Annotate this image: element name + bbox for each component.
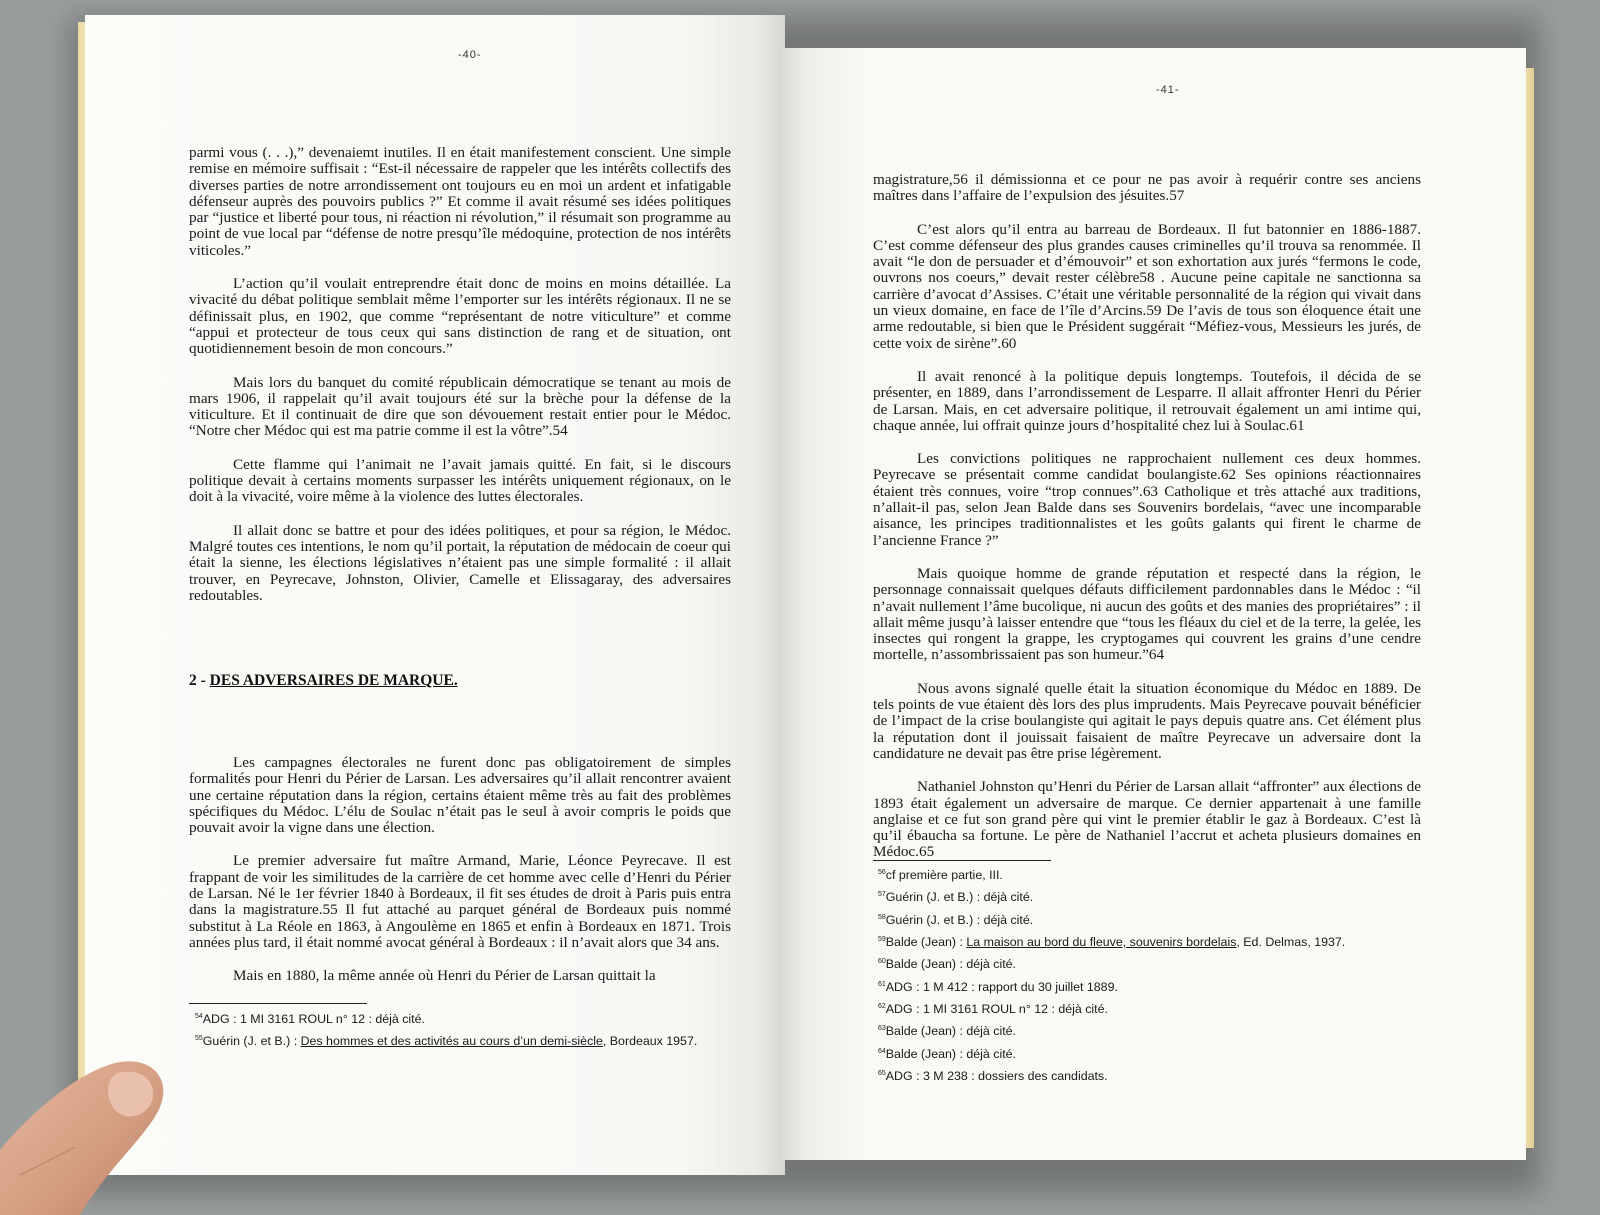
- paragraph: magistrature,56 il démissionna et ce pour ne pas avoir à requérir contre ses anciens maîtres dans l’affaire de l’expulsion des jésuites.57: [873, 171, 1421, 205]
- footnote: $^{63}$Balde (Jean) : déjà cité.: [878, 1024, 1016, 1039]
- left-footnotes: [195, 1007, 755, 1052]
- footnote: $^{65}$ADG : 3 M 238 : dossiers des candidats.: [878, 1069, 1108, 1084]
- footnote: $^{60}$Balde (Jean) : déjà cité.: [878, 957, 1016, 972]
- footnote: $^{54}$ADG : 1 MI 3161 ROUL n° 12 : déjà cité.: [195, 1012, 425, 1027]
- left-body-top: [189, 145, 731, 604]
- paragraph: Cette flamme qui l’animait ne l’avait jamais quitté. En fait, si le discours politique devait à certains moments surpasser les intérêts uniquement régionaux, on le doit à la vivacité, voire même à la violence des luttes électorales.: [189, 455, 731, 506]
- paragraph: parmi vous (. . .),” devenaiemt inutiles. Il en était manifestement conscient. Une simple remise en mémoire suffisait : “Est-il nécessaire de rappeler que les intérêts collectifs des diverses parties de notre arrondissement ont toujours eu en moi un ardent et infatigable défenseur auprès des pouvoirs publics ?” Et comme il avait résumé ses idées politiques par “justice et liberté pour tous, ni réaction ni révolution,” il résumait son programme au point de vue local par “défense de notre presqu’île médoquine, protection de nos intérêts viticoles.”: [189, 144, 731, 259]
- paragraph: Mais quoique homme de grande réputation et respecté dans la région, le personnage connaissait quelques défauts difficilement pardonnables dans le Médoc : “il n’avait nullement l’âme bucolique, ni aucun des goûts et des manies des propriétaires” : il allait même jusqu’à laisser entendre que “tous les fléaux du ciel et de la terre, la gelée, les insectes qui rongent la grappe, les cryptogames qui couvrent les grains d’une cendre mortelle, n’assombrissaient pas son humeur.”64: [873, 564, 1421, 664]
- paragraph: L’action qu’il voulait entreprendre était donc de moins en moins détaillée. La vivacité du débat politique semblait même l’emporter sur les intérêts régionaux. Il ne se définissait plus, en 1902, que comme “représentant de notre viticulture” et comme “appui et protecteur de tous ceux qui sans distinction de rang et de situation, ont quotidiennement besoin de mon concours.”: [189, 275, 731, 358]
- footnote: $^{55}$Guérin (J. et B.) : Des hommes et des activités au cours d’un demi-siècle, Bordeaux 1957.: [195, 1034, 698, 1049]
- finger-image: [0, 1055, 170, 1215]
- footnote: $^{56}$cf première partie, III.: [878, 868, 1003, 883]
- footnote: $^{62}$ADG : 1 MI 3161 ROUL n° 12 : déjà cité.: [878, 1002, 1108, 1017]
- page-number-left: -40-: [458, 49, 482, 61]
- right-footnotes: [878, 863, 1478, 1086]
- heading-title: DES ADVERSAIRES DE MARQUE.: [209, 672, 458, 689]
- paragraph: Mais lors du banquet du comité républicain démocratique se tenant au mois de mars 1906, il rappelait qu’il avait toujours été sur la brèche pour la défense de la viticulture. Et il continuait de dire que son dévouement restait entier pour le Médoc. “Notre cher Médoc qui est ma patrie comme il est la vôtre”.54: [189, 373, 731, 440]
- section-heading: [189, 672, 458, 690]
- paragraph: Nathaniel Johnston qu’Henri du Périer de Larsan allait “affronter” aux élections de 1893 était également un adversaire de marque. Ce dernier appartenait à une famille anglaise et ce fut son grand père qui vint le premier établir le gaz à Bordeaux. C’est là qu’il ébaucha sa fortune. Le père de Nathaniel l’accrut et acheta plusieurs domaines en Médoc.65: [873, 778, 1421, 861]
- paragraph: Il allait donc se battre et pour des idées politiques, et pour sa région, le Médoc. Malgré toutes ces intentions, le nom qu’il portait, la réputation de médocain de coeur qui était la sienne, les élections législatives n’étaient pas une simple formalité : il allait trouver, en Peyrecave, Johnston, Olivier, Camelle et Elissagaray, des adversaires redoutables.: [189, 521, 731, 604]
- paragraph: Les campagnes électorales ne furent donc pas obligatoirement de simples formalités pour Henri du Périer de Larsan. Les adversaires qu’il allait rencontrer avaient une certaine réputation dans la région, certains étaient même très au fait des problèmes spécifiques du Médoc. L’élu de Soulac n’était pas le seul à avoir compris le poids que pouvait avoir la vigne dans une élection.: [189, 754, 731, 837]
- heading-number: 2 -: [189, 672, 210, 689]
- left-page: [85, 15, 785, 1175]
- footnote: $^{57}$Guérin (J. et B.) : déjà cité.: [878, 890, 1034, 905]
- right-body: [873, 172, 1421, 861]
- right-page: [778, 48, 1526, 1160]
- page-number-right: -41-: [1156, 84, 1180, 96]
- footnote: $^{64}$Balde (Jean) : déjà cité.: [878, 1046, 1016, 1061]
- paragraph: Nous avons signalé quelle était la situation économique du Médoc en 1889. De tels points de vue étaient dès lors des plus imprudents. Mais Peyrecave pouvait bénéficier de l’impact de la crise boulangiste qui agitait le pays depuis quatre ans. Cet élément plus la réputation dont il jouissait faisaient de maître Peyrecave un adversaire dont la candidature ne devait pas être prise légèrement.: [873, 679, 1421, 762]
- paragraph: C’est alors qu’il entra au barreau de Bordeaux. Il fut batonnier en 1886-1887. C’est comme défenseur des plus grandes causes criminelles qu’il trouva sa renommée. Il avait “le don de persuader et d’émouvoir” et son exhortation aux jurés “fermons le code, ouvrons nos coeurs,” devait rester célèbre58 . Aucune peine capitale ne sanctionna sa carrière d’avocat d’Assises. C’était une véritable personnalité de la région qui vivait dans un vieux domaine, en face de l’île d’Arcins.59 De l’avis de tous son éloquence était une arme redoutable, si bien que le Président suggérait “Méfiez-vous, Messieurs les jurés, de cette voix de sirène”.60: [873, 220, 1421, 352]
- footnote-rule: [873, 860, 1051, 861]
- paragraph: Le premier adversaire fut maître Armand, Marie, Léonce Peyrecave. Il est frappant de voir les similitudes de la carrière de cet homme avec celle d’Henri du Périer de Larsan. Né le 1er février 1840 à Bordeaux, il fit ses études de droit à Paris puis entra dans la magistrature.55 Il fut attaché au parquet général de Bordeaux puis nommé substitut à La Réole en 1863, à Angoulème en 1865 et enfin à Bordeaux en 1871. Trois années plus tard, il était nommé avocat général à Bordeaux : il n’avait alors que 34 ans.: [189, 852, 731, 951]
- paragraph: Il avait renoncé à la politique depuis longtemps. Toutefois, il décida de se présenter, en 1889, dans l’arrondissement de Lesparre. Il allait affronter Henri du Périer de Larsan. Mais, en cet adversaire politique, il retrouvait également un ami intime qui, chaque année, lui offrait quinze jours d’hospitalité chez lui à Soulac.61: [873, 367, 1421, 434]
- paragraph: Les convictions politiques ne rapprochaient nullement ces deux hommes. Peyrecave se présentait comme candidat boulangiste.62 Ses opinions réactionnaires étaient très connues, voire “trop connues”.63 Catholique et très attaché aux traditions, n’allait-il pas, selon Jean Balde dans ses Souvenirs bordelais, “avec une incomparable aisance, les principes traditionnalistes et les goûts galants qui firent le charme de l’ancienne France ?”: [873, 450, 1421, 549]
- left-body-bottom: [189, 755, 731, 985]
- paragraph: Mais en 1880, la même année où Henri du Périer de Larsan quittait la: [233, 967, 656, 985]
- footnote: $^{58}$Guérin (J. et B.) : déjà cité.: [878, 912, 1034, 927]
- footnote: $^{61}$ADG : 1 M 412 : rapport du 30 juillet 1889.: [878, 979, 1118, 994]
- footnote: $^{59}$Balde (Jean) : La maison au bord du fleuve, souvenirs bordelais, Ed. Delmas, 1937.: [878, 935, 1346, 950]
- footnote-rule: [189, 1003, 367, 1004]
